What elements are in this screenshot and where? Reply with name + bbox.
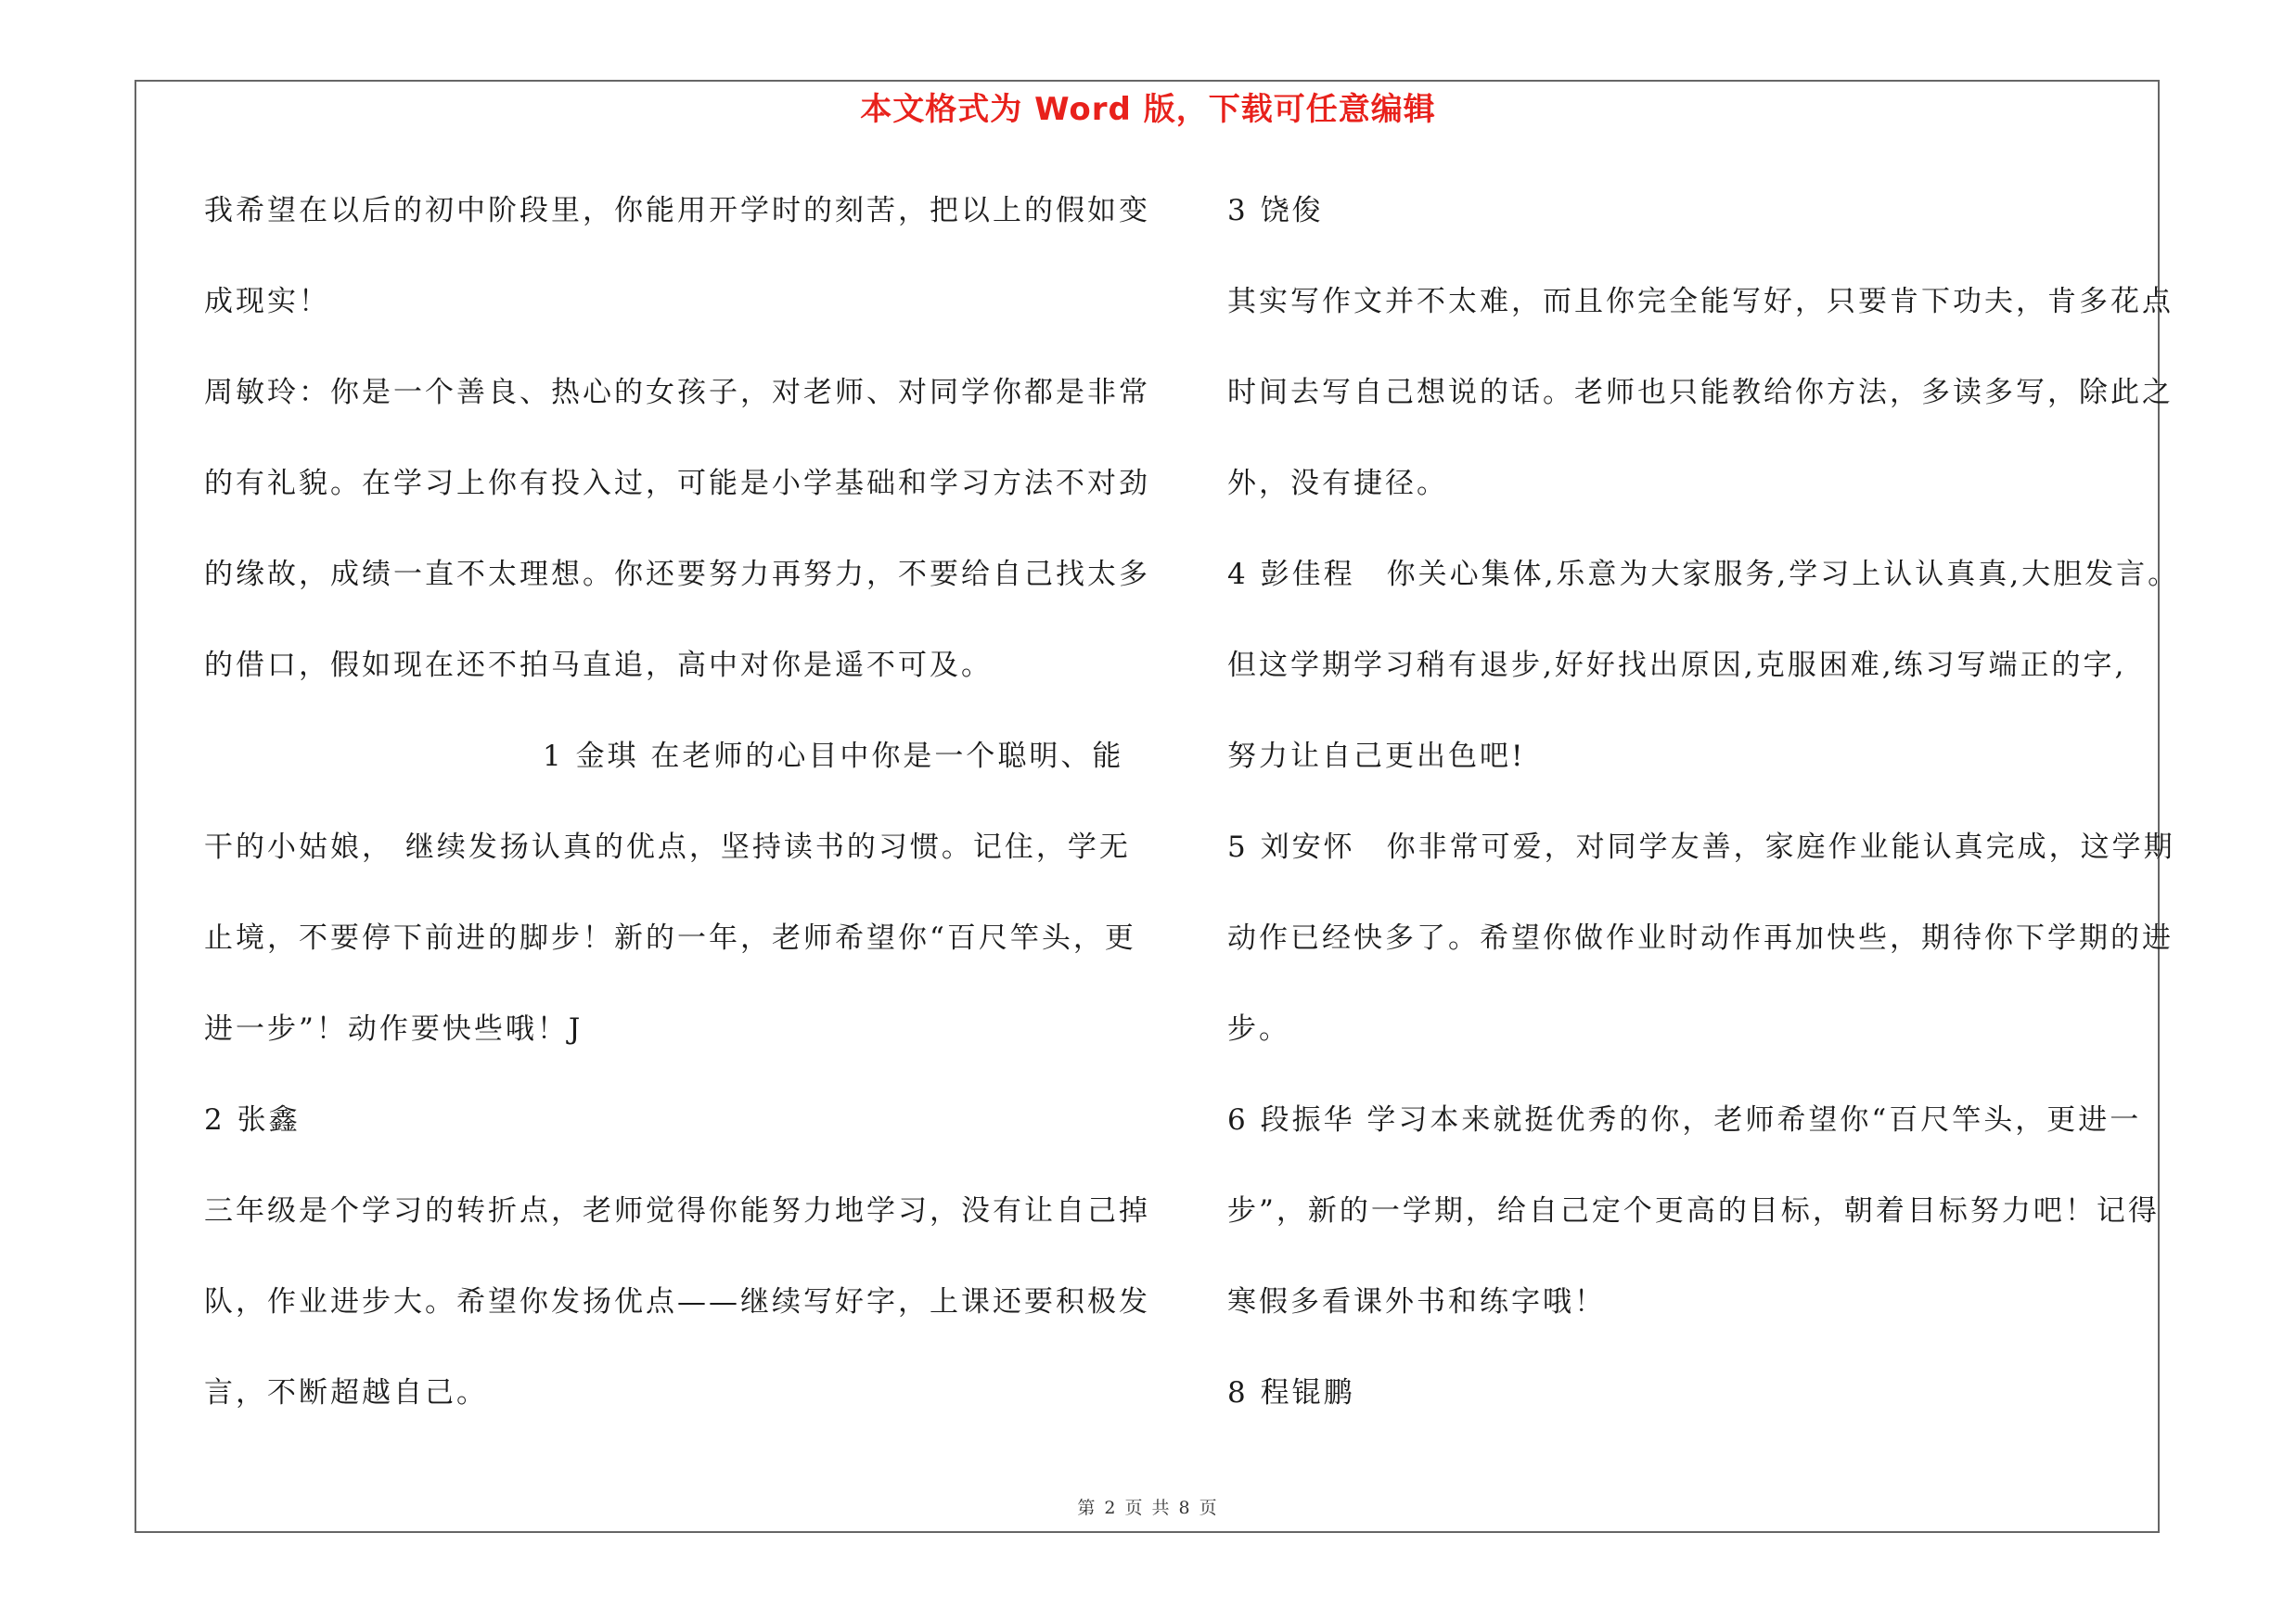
- text-line: 的借口，假如现在还不拍马直追，高中对你是遥不可及。: [204, 649, 993, 682]
- text-line: 周敏玲：你是一个善良、热心的女孩子，对老师、对同学你都是非常: [204, 376, 1150, 409]
- text-line: 进一步”！动作要快些哦！J: [204, 1012, 584, 1046]
- text-line: 止境，不要停下前进的脚步！新的一年，老师希望你“百尺竿头，更: [204, 921, 1136, 955]
- text-line: 我希望在以后的初中阶段里，你能用开学时的刻苦，把以上的假如变: [204, 194, 1150, 227]
- text-line: 其实写作文并不太难，而且你完全能写好，只要肯下功夫，肯多花点: [1227, 285, 2174, 318]
- text-line: 4 彭佳程 你关心集体,乐意为大家服务,学习上认认真真,大胆发言。: [1227, 558, 2180, 591]
- text-line: 寒假多看课外书和练字哦！: [1227, 1285, 1606, 1319]
- text-line: 步”，新的一学期，给自己定个更高的目标，朝着目标努力吧！记得: [1227, 1194, 2160, 1228]
- text-line: 干的小姑娘， 继续发扬认真的优点，坚持读书的习惯。记住，学无: [204, 831, 1131, 864]
- text-line: 的有礼貌。在学习上你有投入过，可能是小学基础和学习方法不对劲: [204, 467, 1150, 500]
- text-line: 3 饶俊: [1227, 194, 1324, 227]
- right-column: [1227, 186, 2180, 1459]
- text-line: 步。: [1227, 1012, 1290, 1046]
- banner-title: 本文格式为 Word 版，下载可任意编辑: [860, 91, 1436, 128]
- text-line: 6 段振华 学习本来就挺优秀的你，老师希望你“百尺竿头，更进一: [1227, 1103, 2142, 1137]
- text-line: 但这学期学习稍有退步,好好找出原因,克服困难,练习写端正的字,: [1227, 649, 2127, 682]
- text-line: 三年级是个学习的转折点，老师觉得你能努力地学习，没有让自己掉: [204, 1194, 1150, 1228]
- page-number: 第 2 页 共 8 页: [1077, 1498, 1219, 1518]
- text-line: 5 刘安怀 你非常可爱，对同学友善，家庭作业能认真完成，这学期: [1227, 831, 2175, 864]
- text-line: 动作已经快多了。希望你做作业时动作再加快些，期待你下学期的进: [1227, 921, 2174, 955]
- text-line: 队，作业进步大。希望你发扬优点——继续写好字，上课还要积极发: [204, 1285, 1150, 1319]
- left-column: [204, 186, 1150, 1459]
- text-line: 成现实！: [204, 285, 330, 318]
- text-line: 外，没有捷径。: [1227, 467, 1448, 500]
- text-line: 1 金琪 在老师的心目中你是一个聪明、能: [543, 740, 1124, 773]
- text-line: 2 张鑫: [204, 1103, 301, 1137]
- text-line: 时间去写自己想说的话。老师也只能教给你方法，多读多写，除此之: [1227, 376, 2174, 409]
- text-line: 8 程锟鹏: [1227, 1376, 1355, 1410]
- text-line: 努力让自己更出色吧!: [1227, 740, 1526, 773]
- text-line: 言，不断超越自己。: [204, 1376, 488, 1410]
- text-line: 的缘故，成绩一直不太理想。你还要努力再努力，不要给自己找太多: [204, 558, 1150, 591]
